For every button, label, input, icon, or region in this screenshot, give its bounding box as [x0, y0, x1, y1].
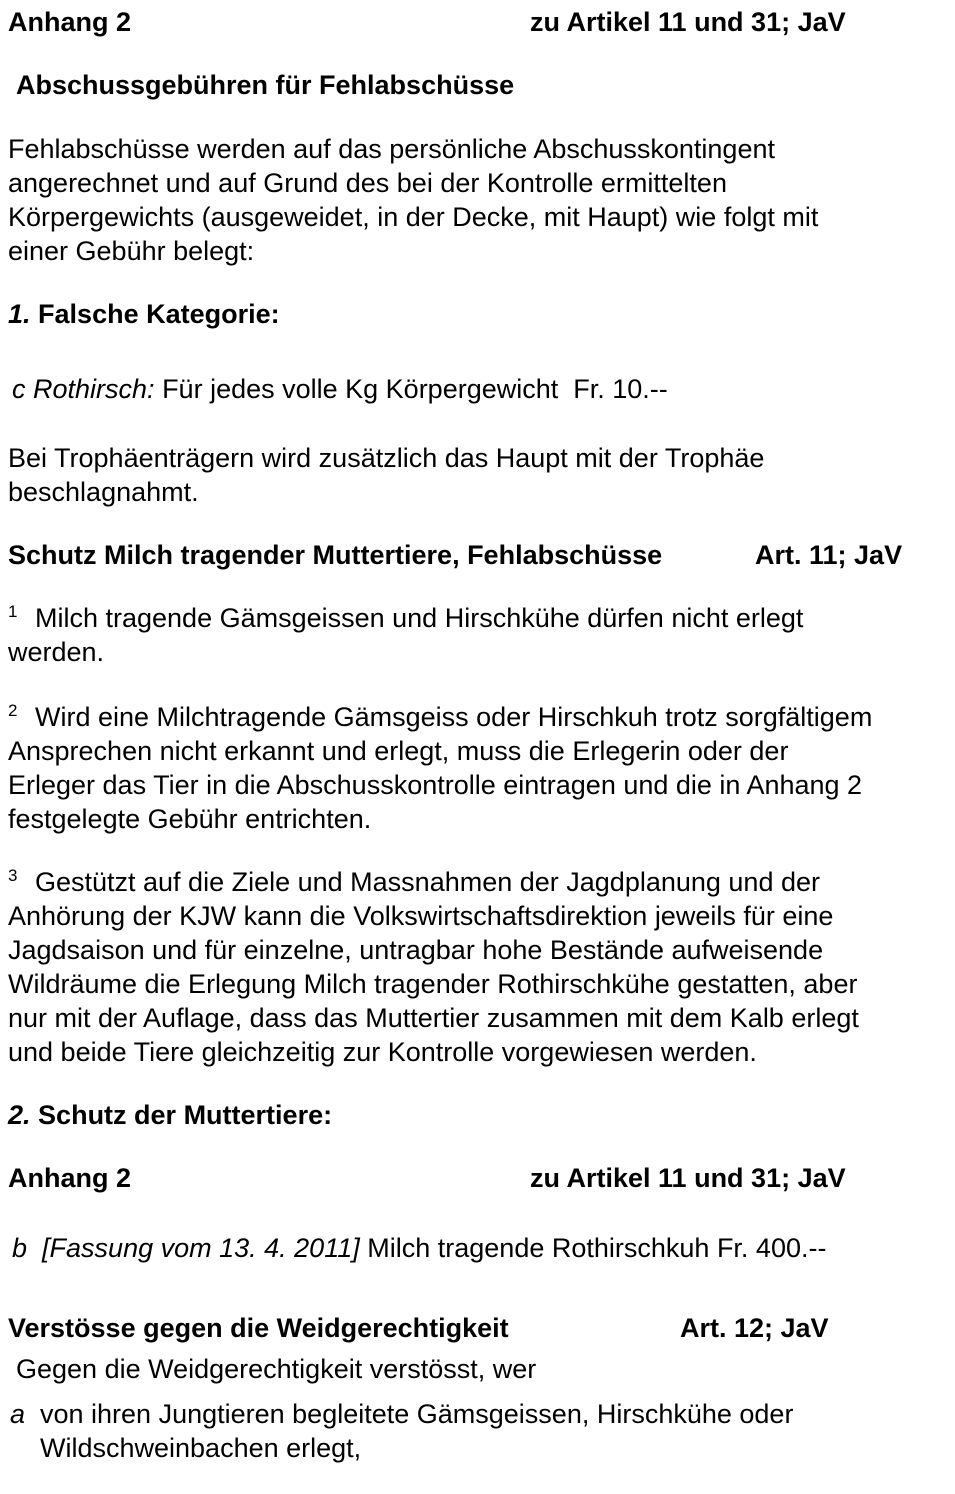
para-1-text: Milch tragende Gämsgeissen und Hirschkühe dürfen nicht erlegt — [34, 603, 804, 633]
protection-heading-article: Art. 11; JaV — [755, 540, 903, 570]
trophy-line-1: Bei Trophäenträgern wird zusätzlich das Haupt mit der Trophäe — [8, 443, 765, 473]
intro-line-1: Fehlabschüsse werden auf das persönliche Abschusskontingent — [8, 134, 775, 164]
para-1-line-1 — [8, 601, 803, 635]
section-1-title: Falsche Kategorie: — [38, 299, 280, 329]
intro-line-3: Körpergewichts (ausgeweidet, in der Decke, mit Haupt) wie folgt mit — [8, 202, 819, 232]
para-2-superscript: 2 — [8, 701, 18, 720]
para-2-text: Wird eine Milchtragende Gämsgeiss oder Hirschkuh trotz sorgfältigem — [34, 702, 873, 732]
para-3-superscript: 3 — [8, 866, 18, 885]
para-2-line-1 — [8, 700, 872, 734]
item-a-label: a — [10, 1399, 26, 1429]
section-2-heading — [8, 1098, 332, 1132]
page-title: Abschussgebühren für Fehlabschüsse — [16, 70, 515, 100]
weidgerechtigkeit-heading-title: Verstösse gegen die Weidgerechtigkeit — [8, 1313, 509, 1343]
item-c-text: Für jedes volle Kg Körpergewicht — [162, 374, 559, 404]
item-c-fee: Fr. 10.-- — [573, 374, 668, 404]
intro-line-4: einer Gebühr belegt: — [8, 236, 255, 266]
item-c-rothirsch — [12, 372, 668, 406]
para-1-line-2: werden. — [8, 637, 105, 667]
header-annex-label: Anhang 2 — [8, 7, 132, 37]
section-1-heading — [8, 297, 280, 331]
item-c-label: c Rothirsch: — [12, 374, 155, 404]
para-3-line-1 — [8, 865, 820, 899]
header-2-article-reference: zu Artikel 11 und 31; JaV — [530, 1163, 846, 1193]
para-3-line-2: Anhörung der KJW kann die Volkswirtschaftsdirektion jeweils für eine — [8, 901, 834, 931]
section-2-title: Schutz der Muttertiere: — [38, 1100, 333, 1130]
header-article-reference: zu Artikel 11 und 31; JaV — [530, 7, 846, 37]
item-b-version: [Fassung vom 13. 4. 2011] — [42, 1233, 360, 1263]
section-1-number: 1. — [8, 299, 31, 329]
protection-heading-title: Schutz Milch tragender Muttertiere, Fehlabschüsse — [8, 540, 663, 570]
para-1-superscript: 1 — [8, 602, 18, 621]
para-2-line-2: Ansprechen nicht erkannt und erlegt, muss die Erlegerin oder der — [8, 736, 789, 766]
para-2-line-4: festgelegte Gebühr entrichten. — [8, 804, 372, 834]
header-2-annex-label: Anhang 2 — [8, 1163, 132, 1193]
section-2-number: 2. — [8, 1100, 31, 1130]
para-3-line-4: Wildräume die Erlegung Milch tragender Rothirschkühe gestatten, aber — [8, 969, 858, 999]
intro-line-2: angerechnet und auf Grund des bei der Kontrolle ermittelten — [8, 168, 727, 198]
item-b-label: b — [12, 1233, 28, 1263]
para-3-text: Gestützt auf die Ziele und Massnahmen der Jagdplanung und der — [34, 867, 820, 897]
item-b-fee: Fr. 400.-- — [716, 1233, 827, 1263]
trophy-line-2: beschlagnahmt. — [8, 477, 199, 507]
weidgerechtigkeit-intro: Gegen die Weidgerechtigkeit verstösst, wer — [16, 1354, 537, 1384]
item-a-line-2: Wildschweinbachen erlegt, — [40, 1433, 362, 1463]
para-2-line-3: Erleger das Tier in die Abschusskontrolle eintragen und die in Anhang 2 — [8, 770, 863, 800]
weidgerechtigkeit-heading-article: Art. 12; JaV — [680, 1313, 829, 1343]
para-3-line-6: und beide Tiere gleichzeitig zur Kontrolle vorgewiesen werden. — [8, 1037, 757, 1067]
item-b-text: Milch tragende Rothirschkuh — [367, 1233, 710, 1263]
para-3-line-3: Jagdsaison und für einzelne, untragbar hohe Bestände aufweisende — [8, 935, 824, 965]
item-b-rothirschkuh — [12, 1231, 826, 1265]
item-a-line-1: von ihren Jungtieren begleitete Gämsgeissen, Hirschkühe oder — [40, 1399, 794, 1429]
para-3-line-5: nur mit der Auflage, dass das Muttertier zusammen mit dem Kalb erlegt — [8, 1003, 859, 1033]
